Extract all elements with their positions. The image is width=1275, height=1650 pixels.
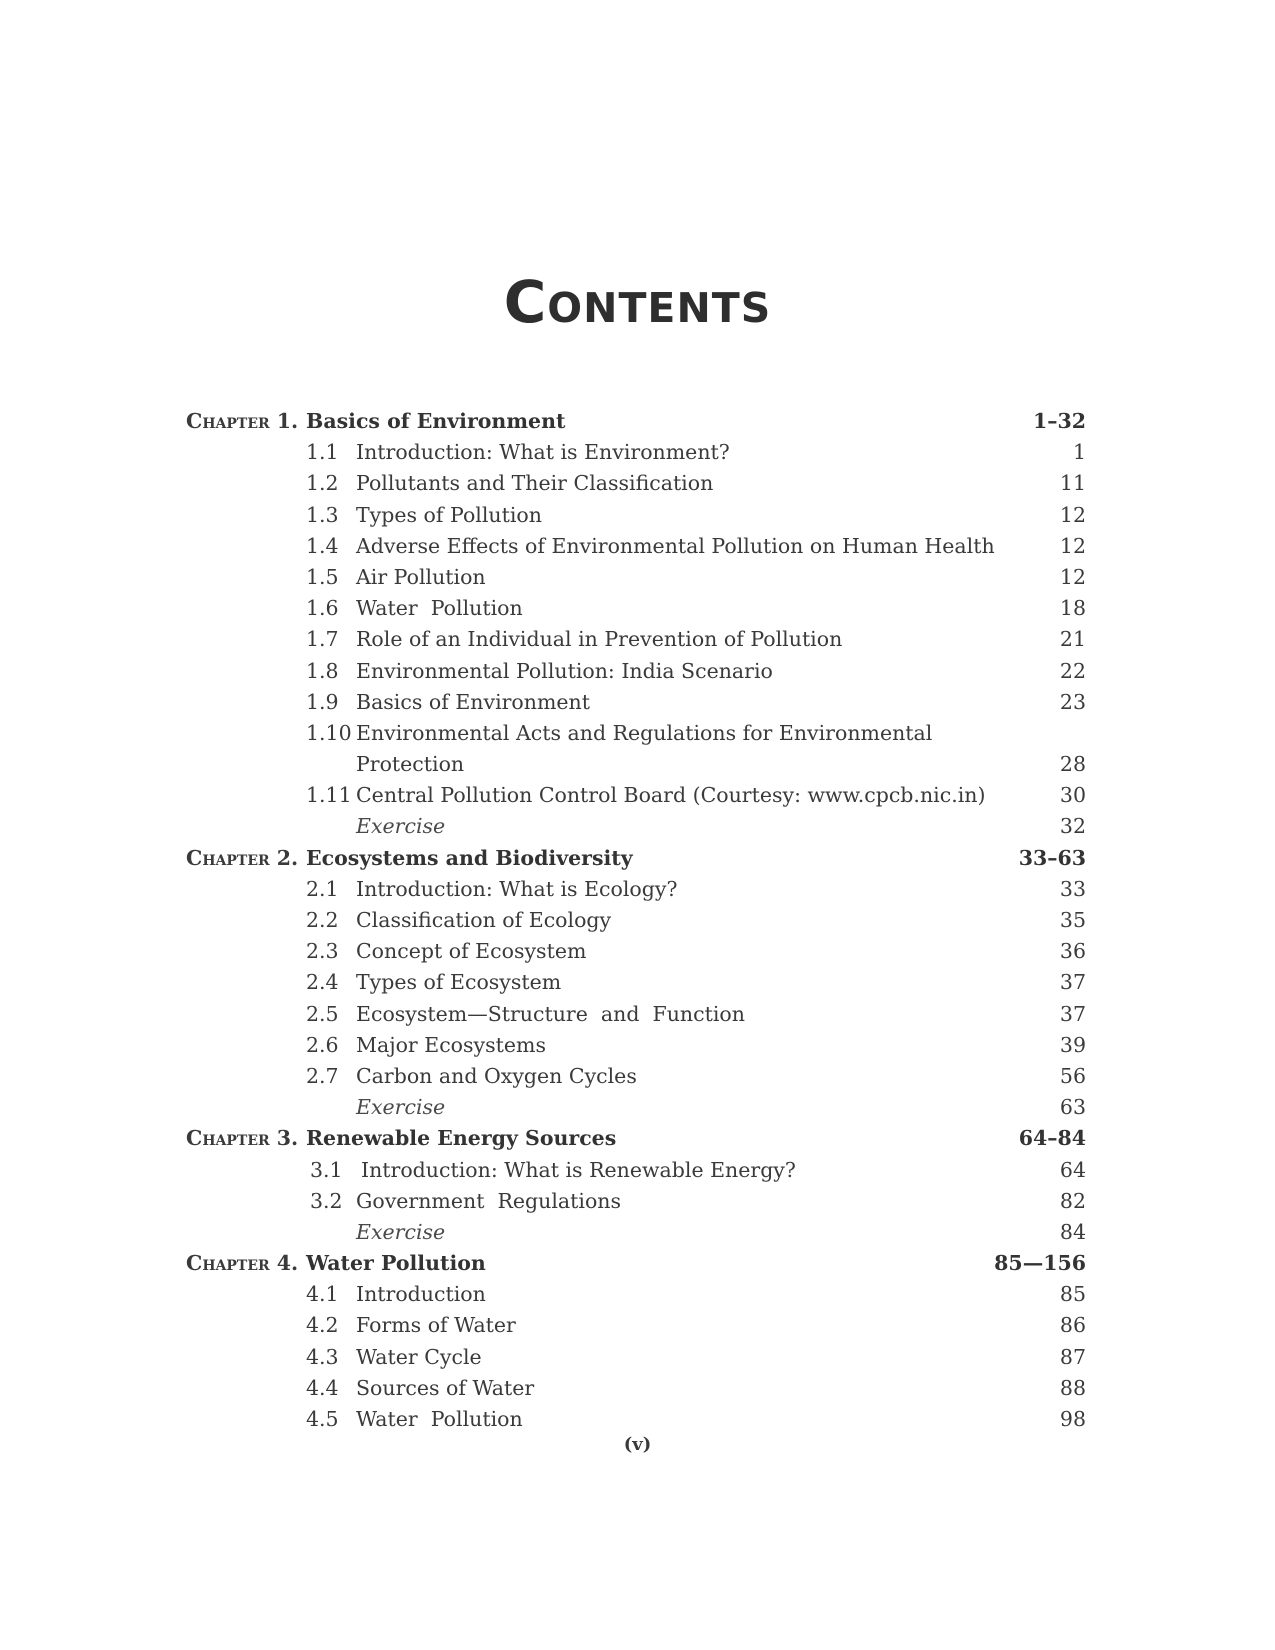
- chapter-label: Chapter 4.: [186, 1251, 299, 1276]
- section-page: 87: [1059, 1344, 1086, 1369]
- section-title: Ecosystem—Structure and Function: [356, 1001, 745, 1026]
- section-title: Introduction: [356, 1282, 486, 1307]
- section-row[interactable]: [186, 687, 1086, 718]
- exercise-label: Exercise: [356, 1095, 446, 1120]
- section-page: 28: [1059, 752, 1086, 777]
- section-row[interactable]: [186, 999, 1086, 1030]
- section-number: 2.5: [306, 1001, 339, 1026]
- section-page: 37: [1059, 1001, 1086, 1026]
- section-number: 4.1: [306, 1282, 339, 1307]
- section-row[interactable]: [186, 500, 1086, 531]
- section-title: Types of Ecosystem: [356, 970, 562, 995]
- section-row[interactable]: [186, 1155, 1086, 1186]
- chapter-label: Chapter 2.: [186, 845, 299, 870]
- section-row[interactable]: [186, 780, 1086, 811]
- section-title: Adverse Effects of Environmental Pollution on Human Health: [356, 533, 995, 558]
- section-title: Major Ecosystems: [356, 1032, 546, 1057]
- chapter-title: Renewable Energy Sources: [306, 1126, 617, 1151]
- section-number: 3.1: [310, 1157, 343, 1182]
- section-number: 1.11: [306, 783, 352, 808]
- section-row[interactable]: [186, 1404, 1086, 1435]
- section-number: 2.2: [306, 908, 339, 932]
- section-title: Introduction: What is Renewable Energy?: [361, 1157, 796, 1182]
- section-title: Concept of Ecosystem: [356, 939, 587, 964]
- section-page: 64: [1059, 1157, 1086, 1182]
- chapter-title: Ecosystems and Biodiversity: [306, 845, 633, 870]
- section-page: 82: [1059, 1188, 1086, 1213]
- chapter-row[interactable]: [186, 843, 1086, 874]
- section-number: 1.1: [306, 440, 339, 465]
- section-number: 1.2: [306, 471, 339, 496]
- section-title: Forms of Water: [356, 1313, 516, 1338]
- exercise-row[interactable]: [186, 811, 1086, 842]
- section-row[interactable]: [186, 1030, 1086, 1061]
- chapter-row[interactable]: [186, 1248, 1086, 1279]
- section-page: 1: [1072, 440, 1086, 465]
- section-number: 2.1: [306, 876, 339, 901]
- section-page: 22: [1059, 658, 1086, 683]
- table-of-contents: [186, 406, 1086, 1435]
- section-row[interactable]: [186, 1373, 1086, 1404]
- section-page: 30: [1059, 783, 1086, 808]
- section-page: 33: [1059, 876, 1086, 901]
- section-title-continued: Protection: [356, 752, 465, 777]
- section-page: 39: [1059, 1032, 1086, 1057]
- section-row[interactable]: [186, 905, 1086, 936]
- section-row[interactable]: [186, 531, 1086, 562]
- exercise-page: 32: [1059, 814, 1086, 839]
- section-page: 21: [1059, 627, 1086, 652]
- section-title: Introduction: What is Environment?: [356, 440, 730, 465]
- section-title: Pollutants and Their Classification: [356, 471, 714, 496]
- section-title: Role of an Individual in Prevention of Pollution: [356, 627, 843, 652]
- chapter-page-range: 64–84: [1018, 1126, 1086, 1151]
- section-row-continued[interactable]: [186, 749, 1086, 780]
- section-number: 4.5: [306, 1407, 339, 1431]
- section-row[interactable]: [186, 593, 1086, 624]
- section-page: 37: [1059, 970, 1086, 995]
- section-row[interactable]: [186, 624, 1086, 655]
- page-number-folio: (v): [623, 1434, 652, 1455]
- section-page: 23: [1059, 689, 1086, 714]
- section-number: 2.3: [306, 939, 339, 964]
- section-row[interactable]: [186, 437, 1086, 468]
- section-row[interactable]: [186, 562, 1086, 593]
- section-page: 88: [1059, 1375, 1086, 1400]
- chapter-page-range: 33–63: [1018, 845, 1086, 870]
- section-number: 3.2: [310, 1188, 343, 1213]
- section-number: 4.2: [306, 1313, 339, 1338]
- section-title: Classification of Ecology: [356, 908, 612, 932]
- section-number: 1.9: [306, 689, 339, 714]
- section-row[interactable]: [186, 874, 1086, 905]
- chapter-page-range: 85—156: [994, 1251, 1086, 1276]
- section-page: 11: [1059, 471, 1086, 496]
- exercise-page: 63: [1059, 1095, 1086, 1120]
- page-title: Contents: [503, 268, 772, 336]
- section-row[interactable]: [186, 967, 1086, 998]
- section-page: 12: [1059, 502, 1086, 527]
- section-page: 35: [1059, 908, 1086, 932]
- section-row[interactable]: [186, 1061, 1086, 1092]
- section-title: Central Pollution Control Board (Courtesy: www.cpcb.nic.in): [356, 783, 986, 808]
- section-number: 2.4: [306, 970, 339, 995]
- section-row[interactable]: [186, 656, 1086, 687]
- section-row[interactable]: [186, 1279, 1086, 1310]
- chapter-title: Basics of Environment: [306, 409, 566, 433]
- section-title: Environmental Pollution: India Scenario: [356, 658, 773, 683]
- section-title: Sources of Water: [356, 1375, 535, 1400]
- section-title: Introduction: What is Ecology?: [356, 876, 678, 901]
- section-title: Environmental Acts and Regulations for Environmental: [356, 720, 933, 745]
- section-row[interactable]: [186, 936, 1086, 967]
- section-row[interactable]: [186, 468, 1086, 499]
- chapter-label: Chapter 1.: [186, 409, 299, 433]
- section-number: 1.5: [306, 564, 339, 589]
- section-row[interactable]: [186, 1342, 1086, 1373]
- section-title: Water Pollution: [356, 596, 523, 621]
- section-number: 2.6: [306, 1032, 339, 1057]
- section-page: 36: [1059, 939, 1086, 964]
- exercise-page: 84: [1059, 1219, 1086, 1244]
- chapter-row[interactable]: [186, 406, 1086, 437]
- exercise-label: Exercise: [356, 1219, 446, 1244]
- section-page: 12: [1059, 564, 1086, 589]
- section-row[interactable]: [186, 718, 1086, 749]
- chapter-title: Water Pollution: [306, 1251, 486, 1276]
- section-number: 1.4: [306, 533, 339, 558]
- section-row[interactable]: [186, 1310, 1086, 1341]
- section-title: Government Regulations: [356, 1188, 622, 1213]
- exercise-label: Exercise: [356, 814, 446, 839]
- section-title: Water Pollution: [356, 1407, 523, 1431]
- section-page: 18: [1059, 596, 1086, 621]
- exercise-row[interactable]: [186, 1092, 1086, 1123]
- section-title: Types of Pollution: [356, 502, 542, 527]
- section-page: 85: [1059, 1282, 1086, 1307]
- section-page: 86: [1059, 1313, 1086, 1338]
- section-number: 1.7: [306, 627, 339, 652]
- chapter-row[interactable]: [186, 1123, 1086, 1154]
- section-title: Basics of Environment: [356, 689, 590, 714]
- chapter-page-range: 1–32: [1032, 409, 1086, 433]
- section-number: 1.6: [306, 596, 339, 621]
- section-row[interactable]: [186, 1186, 1086, 1217]
- chapter-label: Chapter 3.: [186, 1126, 299, 1151]
- section-number: 1.3: [306, 502, 339, 527]
- section-number: 1.8: [306, 658, 339, 683]
- section-number: 1.10: [306, 720, 352, 745]
- section-number: 4.3: [306, 1344, 339, 1369]
- section-title: Water Cycle: [356, 1344, 482, 1369]
- section-page: 56: [1059, 1063, 1086, 1088]
- section-number: 4.4: [306, 1375, 339, 1400]
- section-title: Air Pollution: [356, 564, 486, 589]
- section-title: Carbon and Oxygen Cycles: [356, 1063, 637, 1088]
- exercise-row[interactable]: [186, 1217, 1086, 1248]
- section-number: 2.7: [306, 1063, 339, 1088]
- section-page: 12: [1059, 533, 1086, 558]
- section-page: 98: [1059, 1407, 1086, 1431]
